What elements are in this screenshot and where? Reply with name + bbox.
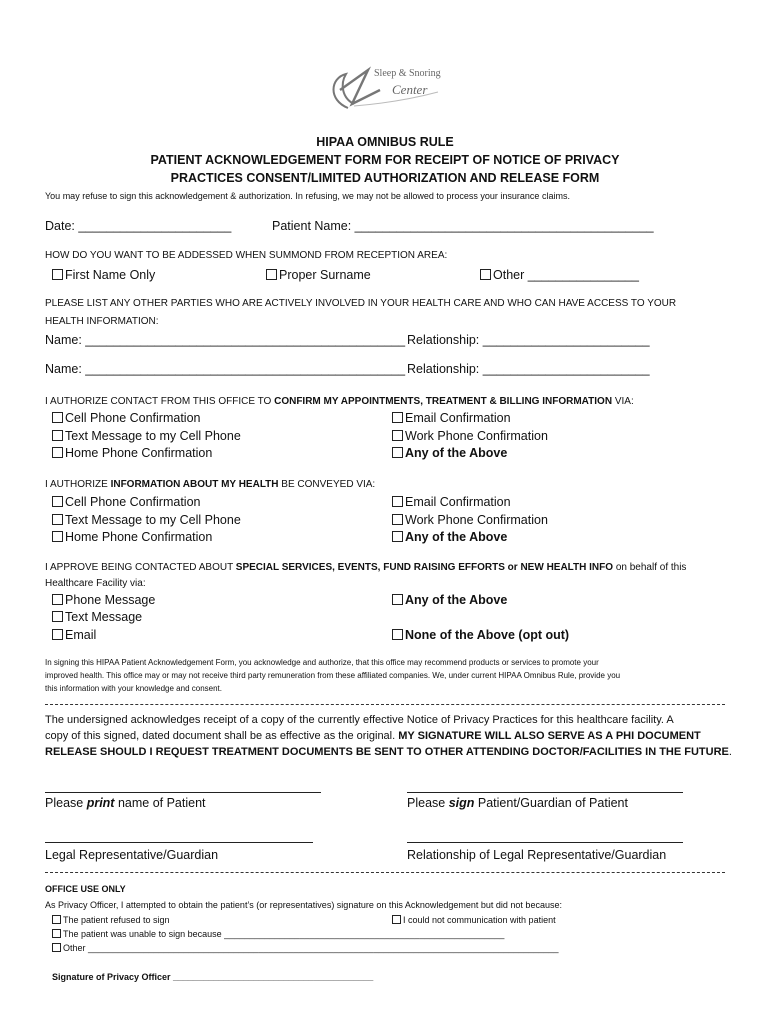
checkbox[interactable] bbox=[52, 447, 63, 458]
special-heading-2: Healthcare Facility via: bbox=[45, 578, 146, 589]
divider bbox=[45, 872, 725, 873]
office-use-intro: As Privacy Officer, I attempted to obtain the patient’s (or representatives) signature on this Acknowledgement but did not because: bbox=[45, 900, 562, 910]
option-label: I could not communication with patient bbox=[403, 915, 556, 925]
checkbox[interactable] bbox=[392, 447, 403, 458]
print-name-pre: Please bbox=[45, 796, 87, 810]
intro-text: You may refuse to sign this acknowledgement & authorization. In refusing, we may not be allowed to process your insurance claims. bbox=[45, 191, 570, 201]
divider bbox=[45, 704, 725, 705]
option-label: Text Message bbox=[65, 610, 143, 624]
option-label: Any of the Above bbox=[405, 530, 508, 544]
checkbox[interactable] bbox=[392, 531, 403, 542]
print-name-label bbox=[45, 796, 206, 810]
special-none-option[interactable] bbox=[392, 628, 569, 642]
checkbox[interactable] bbox=[392, 915, 401, 924]
option-label: The patient refused to sign bbox=[63, 915, 170, 925]
checkbox[interactable] bbox=[52, 514, 63, 525]
party-relationship-1[interactable]: Relationship: ________________________ bbox=[407, 333, 650, 347]
legal-rep-line[interactable] bbox=[45, 842, 313, 843]
checkbox[interactable] bbox=[52, 269, 63, 280]
print-name-emphasis: print bbox=[86, 796, 115, 810]
office-other-option[interactable] bbox=[52, 943, 559, 953]
party-name-1[interactable]: Name: ______________________________________________ bbox=[45, 333, 406, 347]
parties-text-1: PLEASE LIST ANY OTHER PARTIES WHO ARE ACTIVELY INVOLVED IN YOUR HEALTH CARE AND WHO CAN HAVE ACCESS TO YOUR bbox=[45, 298, 677, 309]
contact-heading-post: VIA: bbox=[612, 396, 634, 407]
checkbox[interactable] bbox=[52, 611, 63, 622]
option-label: Home Phone Confirmation bbox=[65, 530, 213, 544]
patient-signature-line[interactable] bbox=[407, 792, 683, 793]
office-use-title: OFFICE USE ONLY bbox=[45, 884, 126, 894]
checkbox[interactable] bbox=[52, 412, 63, 423]
health-heading bbox=[45, 479, 375, 490]
sign-emphasis: sign bbox=[448, 796, 475, 810]
sign-pre: Please bbox=[407, 796, 449, 810]
parties-text-2: HEALTH INFORMATION: bbox=[45, 316, 159, 327]
ack-line1: The undersigned acknowledges receipt of a copy of the currently effective Notice of Privacy Practices for this healthcare facility. A bbox=[45, 714, 674, 726]
logo-text-line2: Center bbox=[392, 82, 428, 97]
special-any-option[interactable] bbox=[392, 593, 507, 607]
option-label: Text Message to my Cell Phone bbox=[65, 513, 241, 527]
health-home-option[interactable] bbox=[52, 530, 212, 544]
checkbox[interactable] bbox=[392, 496, 403, 507]
checkbox[interactable] bbox=[266, 269, 277, 280]
option-label: Cell Phone Confirmation bbox=[65, 495, 201, 509]
checkbox[interactable] bbox=[392, 629, 403, 640]
checkbox[interactable] bbox=[480, 269, 491, 280]
checkbox[interactable] bbox=[52, 430, 63, 441]
checkbox[interactable] bbox=[52, 594, 63, 605]
checkbox[interactable] bbox=[392, 594, 403, 605]
disclaimer-line1: In signing this HIPAA Patient Acknowledgement Form, you acknowledge and authorize, that this office may recommend products or services to promote your bbox=[45, 658, 599, 667]
special-heading-bold: SPECIAL SERVICES, EVENTS, FUND RAISING EFFORTS or NEW HEALTH INFO bbox=[235, 562, 614, 573]
health-heading-bold: INFORMATION ABOUT MY HEALTH bbox=[110, 479, 279, 490]
party-name-2[interactable]: Name: ______________________________________________ bbox=[45, 362, 406, 376]
option-label: Email Confirmation bbox=[405, 495, 511, 509]
special-heading-post: on behalf of this bbox=[613, 562, 687, 573]
option-label: Work Phone Confirmation bbox=[405, 429, 548, 443]
center-logo bbox=[318, 60, 453, 115]
option-label: Proper Surname bbox=[279, 268, 371, 282]
ack-line3 bbox=[45, 746, 732, 758]
option-first-name[interactable] bbox=[52, 268, 155, 282]
contact-cell-option[interactable] bbox=[52, 411, 201, 425]
disclaimer-line3: this information with your knowledge and consent. bbox=[45, 684, 222, 693]
health-text-option[interactable] bbox=[52, 513, 241, 527]
option-label: Text Message to my Cell Phone bbox=[65, 429, 241, 443]
patient-name-field[interactable]: Patient Name: ___________________________________________ bbox=[272, 219, 654, 233]
contact-home-option[interactable] bbox=[52, 446, 212, 460]
contact-any-option[interactable] bbox=[392, 446, 507, 460]
disclaimer-line2: improved health. This office may or may not receive third party remuneration from these affiliated companies. We, under current HIPAA Omnibus Rule, provide you bbox=[45, 671, 621, 680]
privacy-officer-signature[interactable]: Signature of Privacy Officer ________________________________________ bbox=[52, 972, 374, 982]
party-relationship-2[interactable]: Relationship: ________________________ bbox=[407, 362, 650, 376]
title-line2: PATIENT ACKNOWLEDGEMENT FORM FOR RECEIPT OF NOTICE OF PRIVACY bbox=[150, 153, 620, 167]
option-label: Any of the Above bbox=[405, 593, 508, 607]
health-heading-post: BE CONVEYED VIA: bbox=[278, 479, 376, 490]
ack-line2-bold: MY SIGNATURE WILL ALSO SERVE AS A PHI DOCUMENT bbox=[398, 730, 701, 742]
office-nocomm-option[interactable] bbox=[392, 915, 556, 925]
special-email-option[interactable] bbox=[52, 628, 96, 642]
option-label: The patient was unable to sign because ________________________________________________________ bbox=[63, 929, 505, 939]
health-any-option[interactable] bbox=[392, 530, 507, 544]
health-cell-option[interactable] bbox=[52, 495, 201, 509]
contact-heading-bold: CONFIRM MY APPOINTMENTS, TREATMENT & BILLING INFORMATION bbox=[274, 396, 613, 407]
contact-text-option[interactable] bbox=[52, 429, 241, 443]
special-heading bbox=[45, 562, 686, 573]
checkbox[interactable] bbox=[52, 943, 61, 952]
date-field[interactable]: Date: ______________________ bbox=[45, 219, 232, 233]
ack-line3-bold: RELEASE SHOULD I REQUEST TREATMENT DOCUMENTS BE SENT TO OTHER ATTENDING DOCTOR/FACILITIES IN THE FUTURE bbox=[45, 746, 729, 758]
special-text-option[interactable] bbox=[52, 610, 142, 624]
option-label: Phone Message bbox=[65, 593, 156, 607]
ack-line2 bbox=[45, 730, 701, 742]
checkbox[interactable] bbox=[392, 412, 403, 423]
ack-line2-pre: copy of this signed, dated document shall be as effective as the original. bbox=[45, 730, 399, 742]
contact-work-option[interactable] bbox=[392, 429, 548, 443]
title-line3: PRACTICES CONSENT/LIMITED AUTHORIZATION AND RELEASE FORM bbox=[170, 171, 600, 185]
option-label: Email bbox=[65, 628, 97, 642]
special-heading-pre: I APPROVE BEING CONTACTED ABOUT bbox=[45, 562, 236, 573]
option-label: Other ______________________________________________________________________________________________ bbox=[63, 943, 559, 953]
option-label: Other ________________ bbox=[493, 268, 639, 282]
checkbox[interactable] bbox=[392, 514, 403, 525]
option-label: None of the Above (opt out) bbox=[405, 628, 570, 642]
sign-post: Patient/Guardian of Patient bbox=[474, 796, 628, 810]
option-label: First Name Only bbox=[65, 268, 156, 282]
option-label: Cell Phone Confirmation bbox=[65, 411, 201, 425]
contact-heading-pre: I AUTHORIZE CONTACT FROM THIS OFFICE TO bbox=[45, 396, 275, 407]
option-label: Home Phone Confirmation bbox=[65, 446, 213, 460]
option-label: Any of the Above bbox=[405, 446, 508, 460]
legal-rep-relationship-line[interactable] bbox=[407, 842, 683, 843]
health-email-option[interactable] bbox=[392, 495, 511, 509]
office-unable-option[interactable] bbox=[52, 929, 504, 939]
option-proper-surname[interactable] bbox=[266, 268, 371, 282]
print-name-post: name of Patient bbox=[114, 796, 206, 810]
legal-rep-relationship-label: Relationship of Legal Representative/Guardian bbox=[407, 848, 667, 862]
ack-line3-post: . bbox=[728, 746, 732, 758]
checkbox[interactable] bbox=[52, 929, 61, 938]
title-line1: HIPAA OMNIBUS RULE bbox=[316, 135, 454, 149]
health-work-option[interactable] bbox=[392, 513, 548, 527]
option-label: Work Phone Confirmation bbox=[405, 513, 548, 527]
print-name-line[interactable] bbox=[45, 792, 321, 793]
checkbox[interactable] bbox=[52, 531, 63, 542]
contact-heading bbox=[45, 396, 634, 407]
checkbox[interactable] bbox=[392, 430, 403, 441]
option-other[interactable] bbox=[480, 268, 639, 282]
special-phone-option[interactable] bbox=[52, 593, 155, 607]
address-question: HOW DO YOU WANT TO BE ADDESSED WHEN SUMMOND FROM RECEPTION AREA: bbox=[45, 250, 448, 261]
option-label: Email Confirmation bbox=[405, 411, 511, 425]
checkbox[interactable] bbox=[52, 496, 63, 507]
contact-email-option[interactable] bbox=[392, 411, 511, 425]
patient-signature-label bbox=[407, 796, 628, 810]
checkbox[interactable] bbox=[52, 629, 63, 640]
logo-text-line1: Sleep & Snoring bbox=[374, 68, 441, 79]
office-refused-option[interactable] bbox=[52, 915, 170, 925]
checkbox[interactable] bbox=[52, 915, 61, 924]
health-heading-pre: I AUTHORIZE bbox=[45, 479, 111, 490]
legal-rep-label: Legal Representative/Guardian bbox=[45, 848, 219, 862]
